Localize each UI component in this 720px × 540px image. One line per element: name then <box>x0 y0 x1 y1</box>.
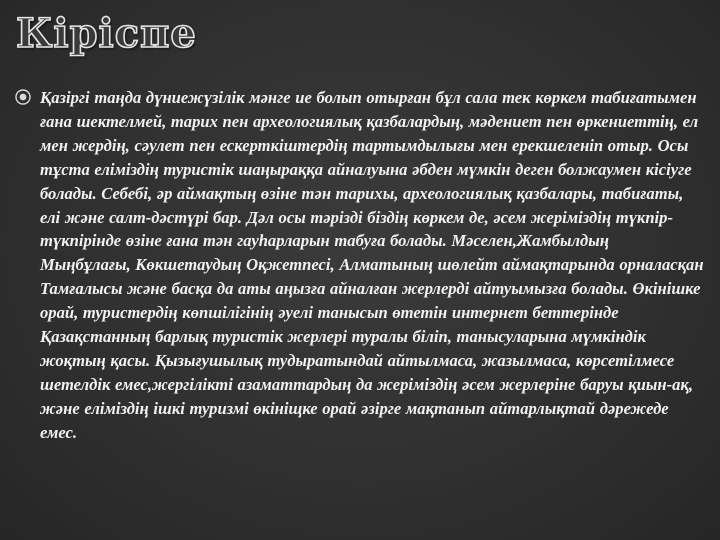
body-paragraph: Қазіргі таңда дүниежүзілік мәнге ие болып отырған бұл сала тек көркем табиғатымен ғана шектелмей, тарих пен археологиялық қазбалардың, мәдениет пен өркениеттің, ел мен жердің, сәулет пен ескерткіштердің тартымдылығы мен ерекшеленіп отыр. Осы тұста еліміздің туристік шаңыраққа айналуына әбден мүмкін деген болжаумен кісіуге болады. Себебі, әр аймақтың өзіне тән тарихы, археологиялық қазбалары, табиғаты, елі және салт-дәстүрі бар. Дәл осы тәрізді біздің көркем де, әсем жеріміздің түкпір-түкпірінде өзіне ғана тән гауһарларын табуға болады. Мәселен,Жамбылдың Мыңбұлағы, Көкшетаудың Оқжетпесі, Алматының шөлейт аймақтарында орналасқан Тамғалысы және басқа да аты аңызға айналған жерлерді айтуымызға болады. Өкінішке орай, туристердің көпшілігінің әуелі танысып өтетін интернет беттерінде Қазақстанның барлық туристік жерлері туралы біліп, танысуларына мүмкіндік жоқтың қасы. Қызығушылық тудыратындай айтылмаса, жазылмаса, көрсетілмесе шетелдік емес,жергілікті азаматтардың да жеріміздің әсем жерлеріне баруы қиын-ақ, және еліміздің ішкі туризмі өкініщке орай әзірге мақтанып айтарлықтай дәрежеде емес. <box>40 88 704 442</box>
circle-bullet-icon <box>14 88 32 106</box>
slide-title: Кіріспе <box>16 10 197 57</box>
bullet-item <box>14 86 704 445</box>
